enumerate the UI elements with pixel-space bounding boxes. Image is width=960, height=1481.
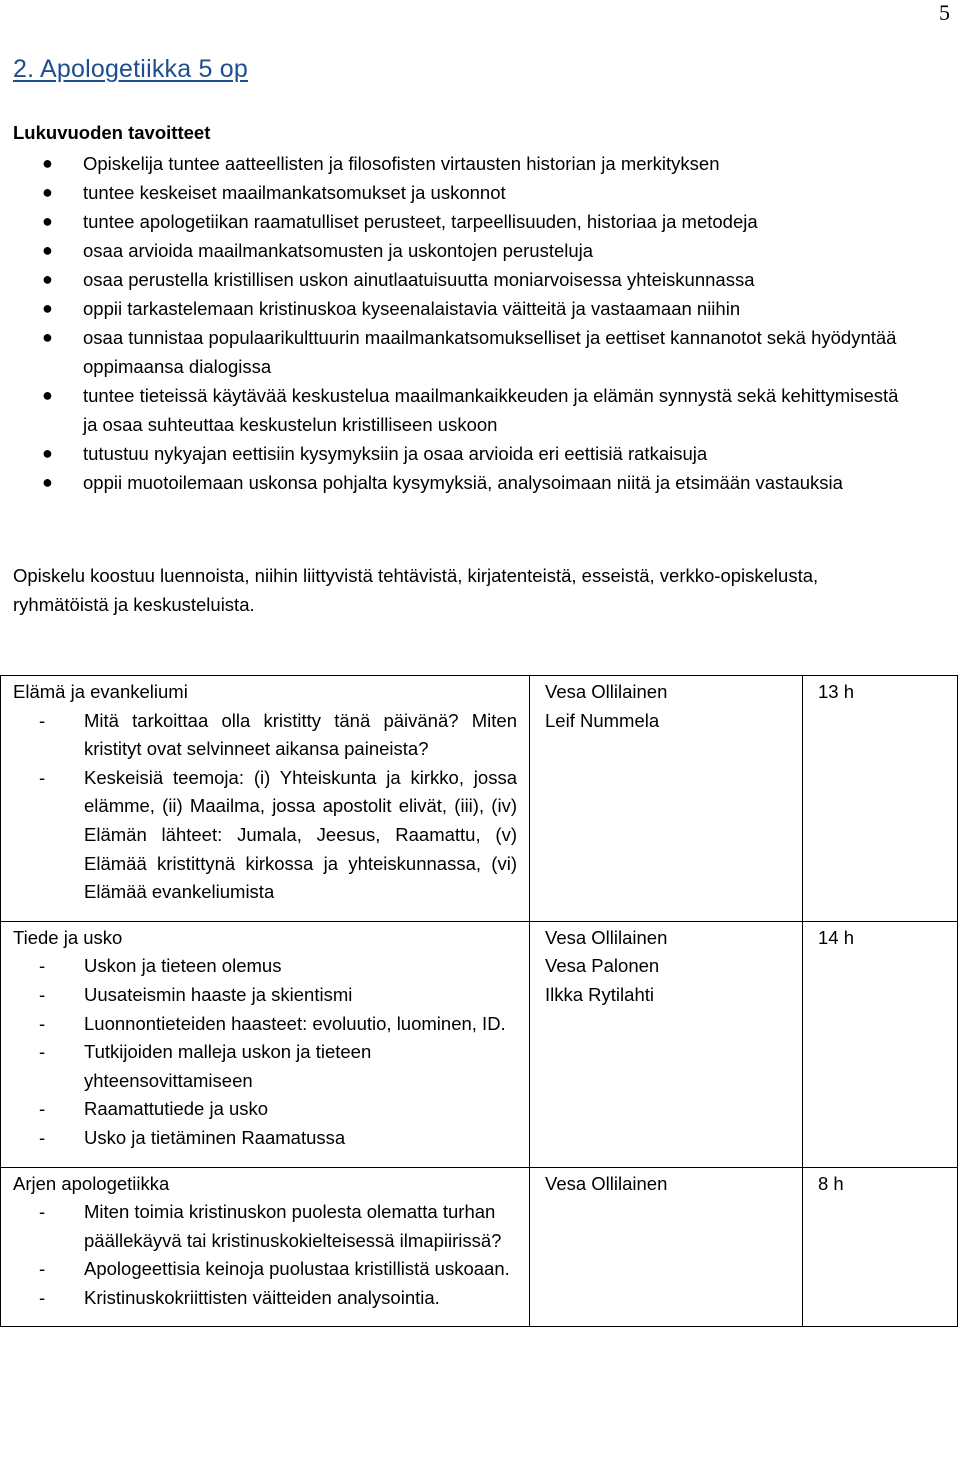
goal-item	[0, 294, 900, 323]
course-content-cell	[1, 676, 530, 922]
goals-title: Lukuvuoden tavoitteet	[13, 122, 211, 143]
dash-icon: -	[39, 1098, 46, 1120]
course-title: Arjen apologetiikka	[13, 1172, 170, 1194]
goal-text: tuntee tieteissä käytävää keskustelua maailmankaikkeuden ja elämän synnystä sekä kehittymisestä ja osaa suhteuttaa keskustelun kristilliseen uskoon	[83, 385, 899, 435]
goal-text: osaa perustella kristillisen uskon ainutlaatuisuutta moniarvoisessa yhteiskunnassa	[83, 269, 755, 290]
goal-text: tuntee apologetiikan raamatulliset perusteet, tarpeellisuuden, historiaa ja metodeja	[83, 211, 758, 232]
topic-item	[13, 1255, 517, 1284]
course-table	[0, 675, 958, 1327]
study-summary: Opiskelu koostuu luennoista, niihin liittyvistä tehtävistä, kirjatenteistä, esseistä, verkko-opiskelusta, ryhmätöistä ja keskusteluista.	[13, 565, 819, 615]
hours-cell	[803, 1167, 958, 1327]
topic-text: Tutkijoiden malleja uskon ja tieteen yhteensovittamiseen	[84, 1041, 372, 1091]
page-number: 5	[939, 0, 950, 25]
course-content-cell	[1, 921, 530, 1167]
goal-item	[0, 207, 900, 236]
dash-icon: -	[39, 1126, 46, 1148]
goal-item	[0, 178, 900, 207]
goal-item	[0, 323, 900, 381]
goal-item	[0, 149, 900, 178]
dash-icon: -	[39, 709, 46, 731]
topic-text: Luonnontieteiden haasteet: evoluutio, luominen, ID.	[84, 1012, 506, 1034]
dash-icon: -	[39, 1012, 46, 1034]
course-hours: 14 h	[818, 926, 855, 948]
hours-cell	[803, 676, 958, 922]
bullet-icon: ●	[42, 472, 53, 492]
course-title: Elämä ja evankeliumi	[13, 681, 188, 702]
teachers-cell	[530, 676, 803, 922]
topic-list	[13, 707, 517, 907]
dash-icon: -	[39, 766, 46, 788]
topic-item	[13, 1124, 517, 1153]
course-hours: 8 h	[818, 1172, 844, 1194]
topic-item	[13, 1010, 517, 1039]
goal-text: osaa tunnistaa populaarikulttuurin maailmankatsomukselliset ja eettiset kannanotot sekä hyödyntää oppimaansa dialogissa	[83, 327, 897, 377]
topic-list	[13, 1198, 517, 1312]
bullet-icon: ●	[42, 153, 53, 173]
course-row	[1, 1167, 958, 1327]
hours-cell	[803, 921, 958, 1167]
goals-list	[0, 149, 900, 497]
teacher-name: Vesa Ollilainen	[545, 926, 668, 948]
topic-text: Miten toimia kristinuskon puolesta olematta turhan päällekäyvä tai kristinuskokielteisessä ilmapiirissä?	[84, 1201, 502, 1251]
goal-item	[0, 265, 900, 294]
course-title: Tiede ja usko	[13, 926, 123, 948]
bullet-icon: ●	[42, 327, 53, 347]
course-row	[1, 676, 958, 922]
topic-text: Kristinuskokriittisten väitteiden analysointia.	[84, 1286, 440, 1308]
dash-icon: -	[39, 1286, 46, 1308]
teachers-cell	[530, 1167, 803, 1327]
topic-item	[13, 764, 517, 907]
topic-text: Uusateismin haaste ja skientismi	[84, 983, 353, 1005]
section-heading: 2. Apologetiikka 5 op	[13, 55, 248, 83]
topic-item	[13, 981, 517, 1010]
teacher-name: Ilkka Rytilahti	[545, 983, 654, 1005]
goal-text: oppii tarkastelemaan kristinuskoa kyseenalaistavia väitteitä ja vastaamaan niihin	[83, 298, 741, 319]
bullet-icon: ●	[42, 240, 53, 260]
topic-item	[13, 707, 517, 764]
topic-text: Keskeisiä teemoja: (i) Yhteiskunta ja kirkko, jossa elämme, (ii) Maailma, jossa apostolit elivät, (iii), (iv) Elämän lähteet: Jumala, Jeesus, Raamattu, (v) Elämää kristittynä kirkossa ja yhteiskunnassa, (vi) Elämää evankeliumista	[84, 766, 517, 903]
teacher-name: Vesa Palonen	[545, 955, 660, 977]
dash-icon: -	[39, 1201, 46, 1223]
bullet-icon: ●	[42, 211, 53, 231]
goal-text: oppii muotoilemaan uskonsa pohjalta kysymyksiä, analysoimaan niitä ja etsimään vastauksia	[83, 472, 843, 493]
topic-text: Usko ja tietäminen Raamatussa	[84, 1126, 346, 1148]
topic-item	[13, 1095, 517, 1124]
dash-icon: -	[39, 955, 46, 977]
course-row	[1, 921, 958, 1167]
topic-item	[13, 1284, 517, 1313]
goal-item	[0, 381, 900, 439]
course-content-cell	[1, 1167, 530, 1327]
dash-icon: -	[39, 1041, 46, 1063]
bullet-icon: ●	[42, 298, 53, 318]
dash-icon: -	[39, 1258, 46, 1280]
topic-item	[13, 1038, 517, 1095]
goal-item	[0, 468, 900, 497]
goal-item	[0, 236, 900, 265]
goal-text: tutustuu nykyajan eettisiin kysymyksiin ja osaa arvioida eri eettisiä ratkaisuja	[83, 443, 708, 464]
course-hours: 13 h	[818, 681, 855, 702]
teacher-name: Leif Nummela	[545, 709, 660, 731]
topic-item	[13, 952, 517, 981]
goal-text: Opiskelija tuntee aatteellisten ja filosofisten virtausten historian ja merkityksen	[83, 153, 720, 174]
goal-text: tuntee keskeiset maailmankatsomukset ja uskonnot	[83, 182, 506, 203]
topic-list	[13, 952, 517, 1152]
topic-text: Uskon ja tieteen olemus	[84, 955, 282, 977]
teacher-name: Vesa Ollilainen	[545, 681, 668, 702]
bullet-icon: ●	[42, 385, 53, 405]
bullet-icon: ●	[42, 182, 53, 202]
goal-item	[0, 439, 900, 468]
topic-text: Apologeettisia keinoja puolustaa kristillistä uskoaan.	[84, 1258, 510, 1280]
bullet-icon: ●	[42, 269, 53, 289]
topic-text: Mitä tarkoittaa olla kristitty tänä päivänä? Miten kristityt ovat selvinneet aikansa paineista?	[84, 709, 517, 760]
dash-icon: -	[39, 983, 46, 1005]
topic-text: Raamattutiede ja usko	[84, 1098, 269, 1120]
topic-item	[13, 1198, 517, 1255]
teacher-name: Vesa Ollilainen	[545, 1172, 668, 1194]
bullet-icon: ●	[42, 443, 53, 463]
teachers-cell	[530, 921, 803, 1167]
goal-text: osaa arvioida maailmankatsomusten ja uskontojen perusteluja	[83, 240, 594, 261]
